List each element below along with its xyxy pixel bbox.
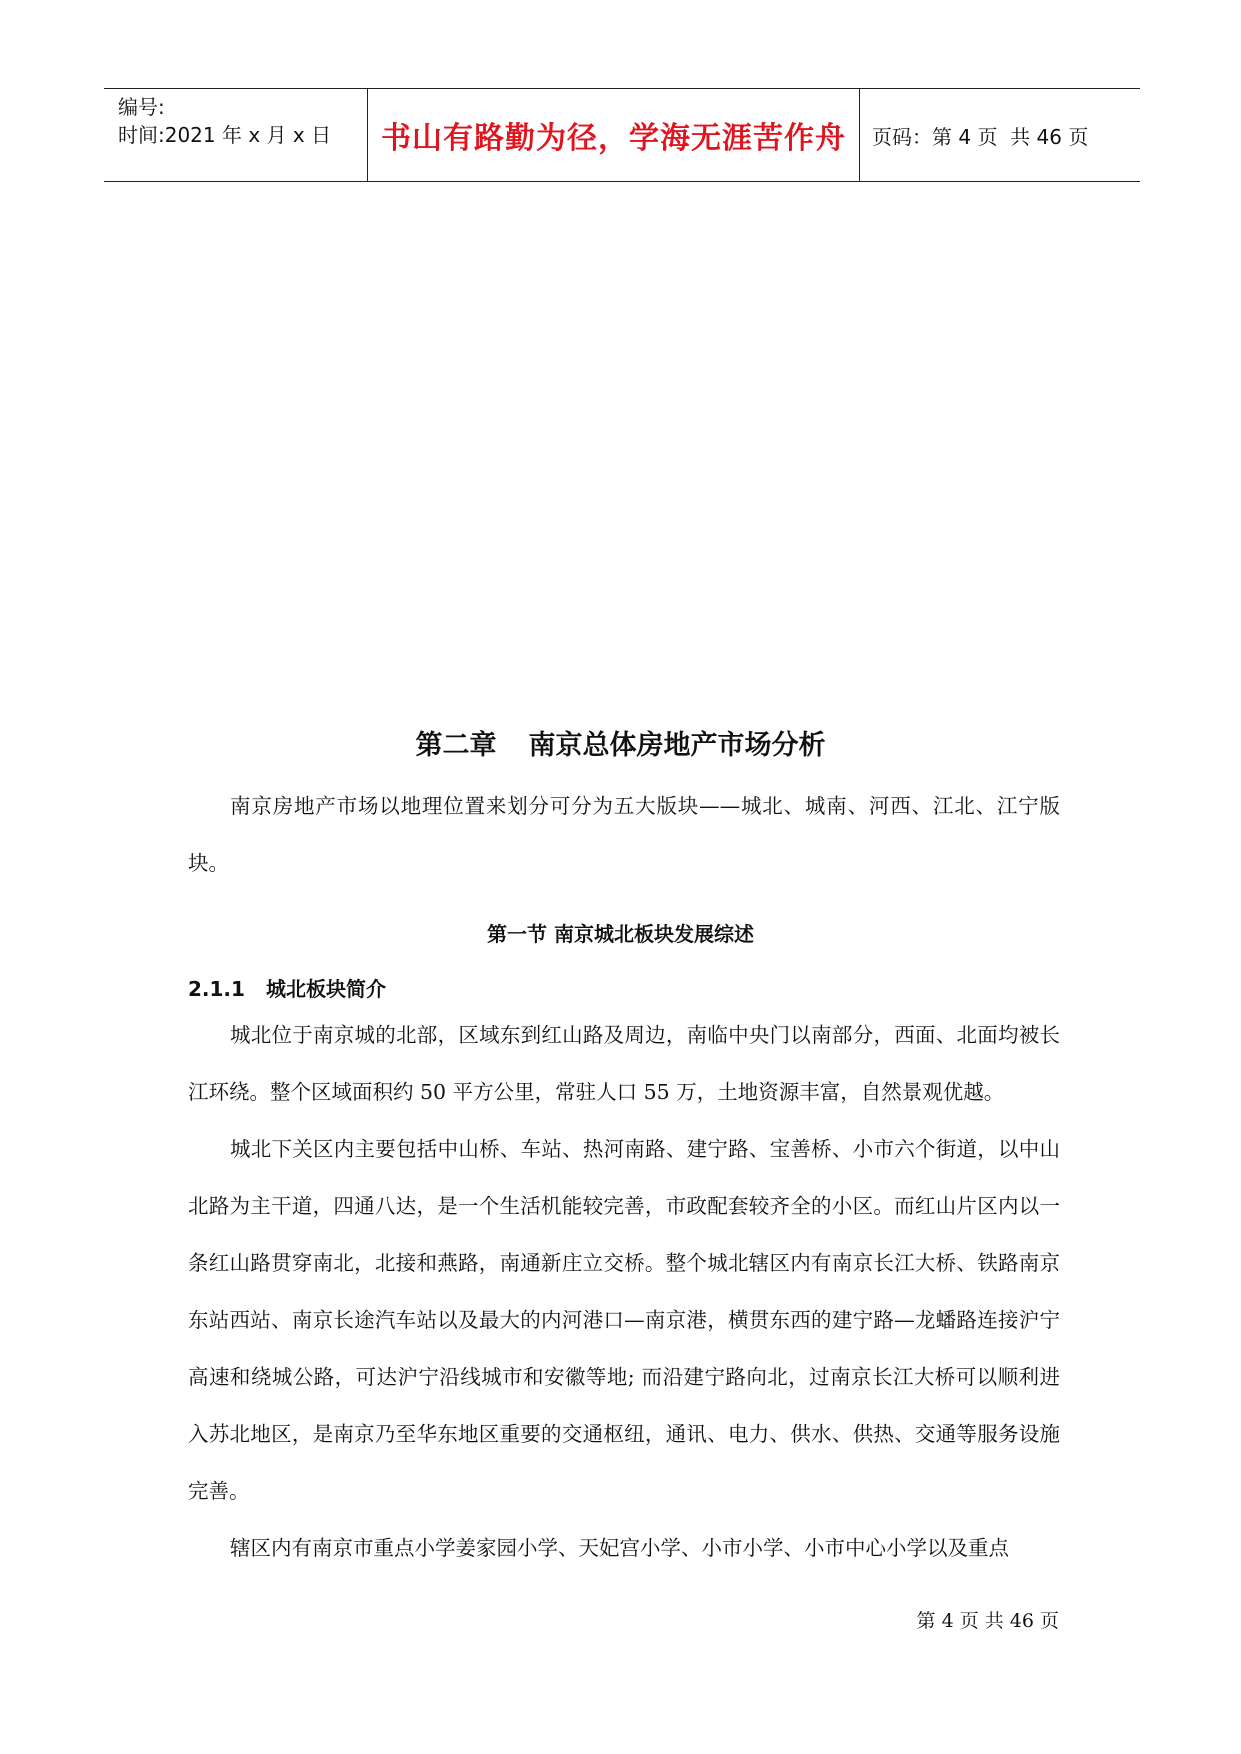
header-page-info: 页码：第 4 页 共 46 页 [872,124,1089,149]
section-title: 第一节 南京城北板块发展综述 [487,922,754,946]
chapter-title [0,723,1241,762]
subsection-name: 城北板块简介 [266,977,386,1001]
header-right-cell [860,89,1140,181]
header-motto-cell [368,89,860,181]
subsection-number: 2.1.1 [188,977,245,1001]
subsection-title [188,973,386,1002]
body-paragraph-3: 辖区内有南京市重点小学姜家园小学、天妃宫小学、小市小学、小市中心小学以及重点 [230,1536,1009,1560]
header-motto: 书山有路勤为径，学海无涯苦作舟 [381,121,846,156]
page-footer: 第 4 页 共 46 页 [916,1610,1059,1632]
header-left-cell [104,89,368,181]
chapter-number: 第二章 [415,730,497,761]
body-paragraph-2: 城北下关区内主要包括中山桥、车站、热河南路、建宁路、宝善桥、小市六个街道，以中山北路为主干道，四通八达，是一个生活机能较完善，市政配套较齐全的小区。而红山片区内以一条红山路贯穿南北，北接和燕路，南通新庄立交桥。整个城北辖区内有南京长江大桥、铁路南京东站西站、南京长途汽车站以及最大的内河港口—南京港，横贯东西的建宁路—龙蟠路连接沪宁高速和绕城公路，可达沪宁沿线城市和安徽等地; 而沿建宁路向北，过南京长江大桥可以顺利进入苏北地区，是南京乃至华东地区重要的交通枢纽，通讯、电力、供水、供热、交通等服务设施完善。 [188,1137,1060,1503]
serial-number-label: 编号: [118,95,165,119]
body-paragraph-1: 城北位于南京城的北部，区域东到红山路及周边，南临中央门以南部分，西面、北面均被长江环绕。整个区域面积约 50 平方公里，常驻人口 55 万，土地资源丰富，自然景观优越。 [188,1023,1060,1104]
document-header [104,88,1140,182]
date-label: 时间:2021 年 x 月 x 日 [118,123,332,147]
chapter-name: 南京总体房地产市场分析 [528,730,826,761]
intro-paragraph: 南京房地产市场以地理位置来划分可分为五大版块——城北、城南、河西、江北、江宁版块。 [188,794,1060,875]
